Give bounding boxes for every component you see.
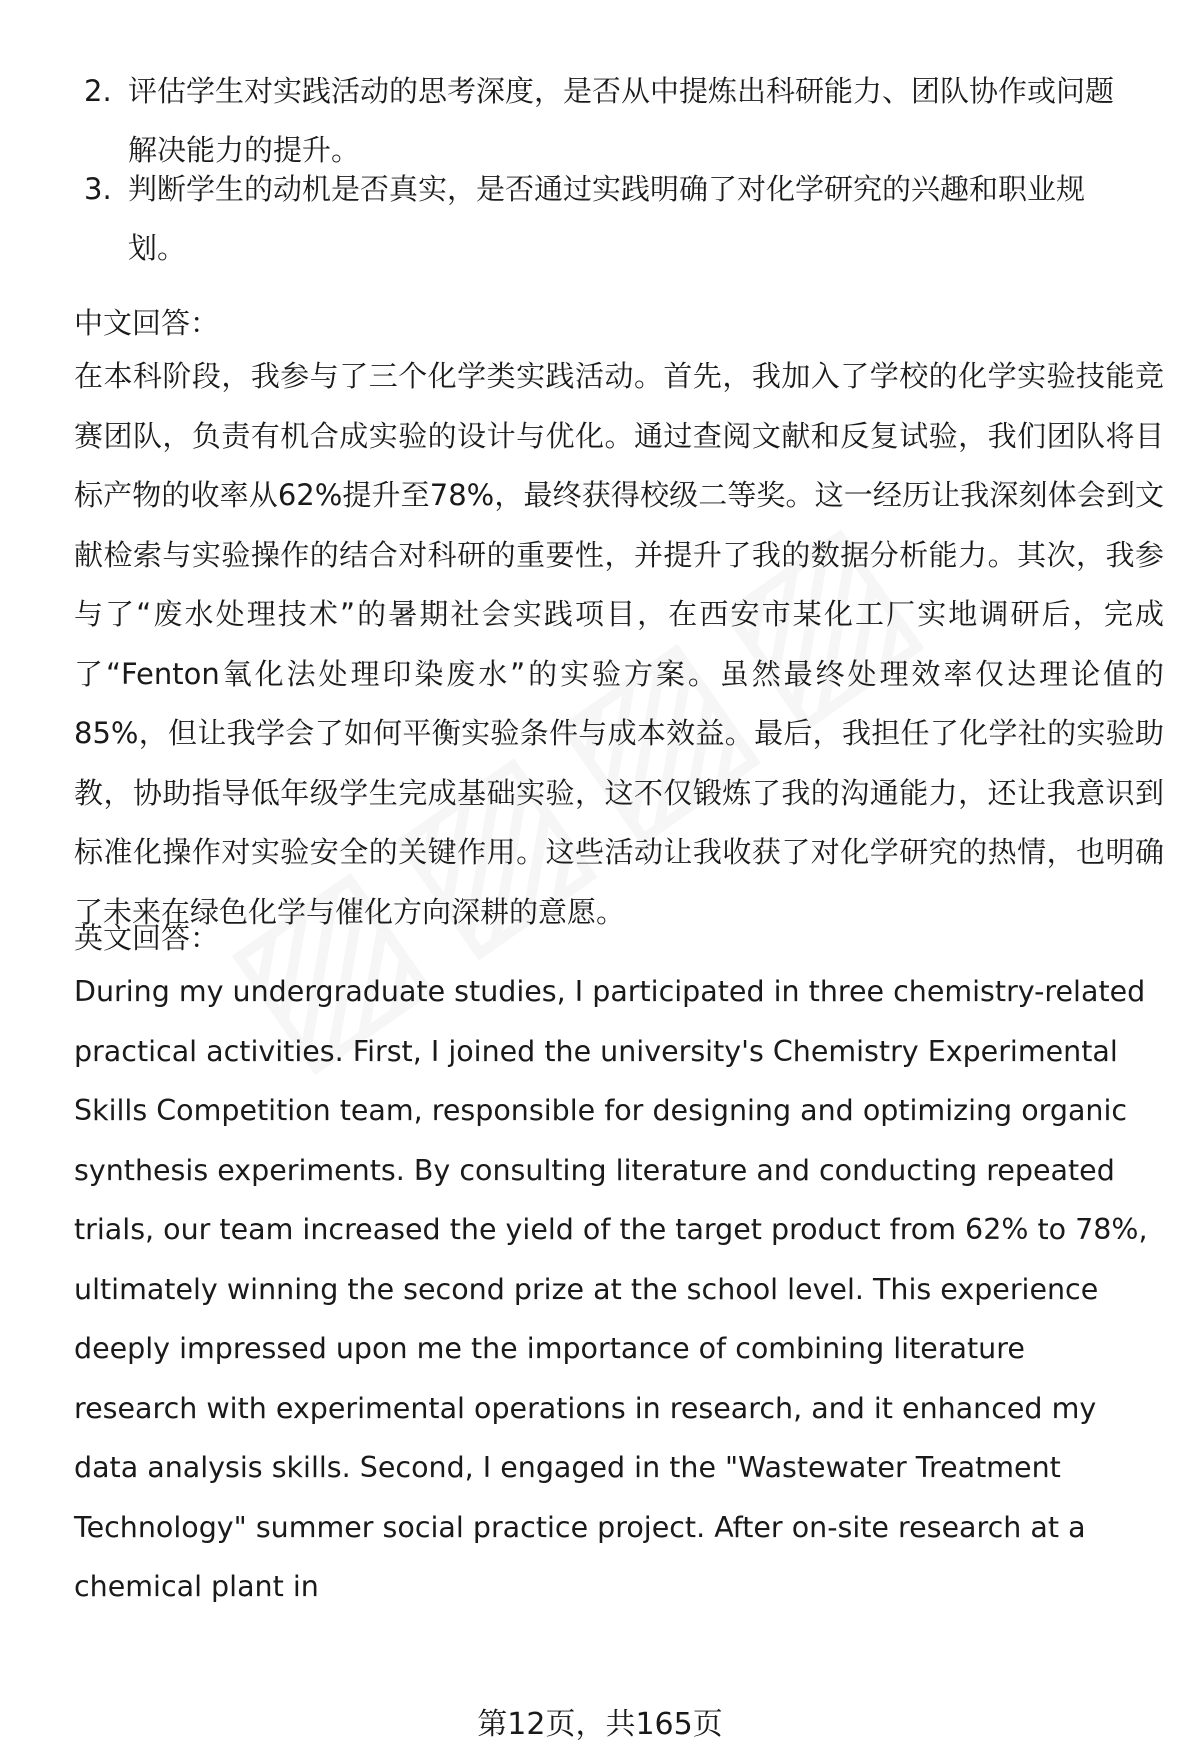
english-answer-body: During my undergraduate studies, I participated in three chemistry-related practical activities. First, I joined the university's Chemistry Experimental Skills Competition team, responsible for designing and optimizing organic synthesis experiments. By consulting literature and conducting repeated trials, our team increased the yield of the target product from 62% to 78%, ultimately winning the second prize at the school level. This experience deeply impressed upon me the importance of combining literature research with experimental operations in research, and it enhanced my data analysis skills. Second, I engaged in the "Wastewater Treatment Technology" summer social practice project. After on-site research at a chemical plant in <box>74 975 1148 1603</box>
english-answer-heading: 英文回答： <box>74 921 220 955</box>
criteria-text: 评估学生对实践活动的思考深度，是否从中提炼出科研能力、团队协作或问题解决能力的提升。 <box>128 74 1115 167</box>
criteria-number: 3. <box>84 172 112 206</box>
criteria-number: 2. <box>84 74 112 108</box>
criteria-item <box>84 160 1154 278</box>
criteria-text: 判断学生的动机是否真实，是否通过实践明确了对化学研究的兴趣和职业规划。 <box>128 172 1086 265</box>
chinese-answer-heading: 中文回答： <box>74 306 220 340</box>
chinese-answer-body: 在本科阶段，我参与了三个化学类实践活动。首先，我加入了学校的化学实验技能竞赛团队，负责有机合成实验的设计与优化。通过查阅文献和反复试验，我们团队将目标产物的收率从62%提升至78%，最终获得校级二等奖。这一经历让我深刻体会到文献检索与实验操作的结合对科研的重要性，并提升了我的数据分析能力。其次，我参与了“废水处理技术”的暑期社会实践项目，在西安市某化工厂实地调研后，完成了“Fenton氧化法处理印染废水”的实验方案。虽然最终处理效率仅达理论值的85%，但让我学会了如何平衡实验条件与成本效益。最后，我担任了化学社的实验助教，协助指导低年级学生完成基础实验，这不仅锻炼了我的沟通能力，还让我意识到标准化操作对实验安全的关键作用。这些活动让我收获了对化学研究的热情，也明确了未来在绿色化学与催化方向深耕的意愿。 <box>74 359 1164 929</box>
page-number-footer: 第12页，共165页 <box>477 1707 723 1742</box>
